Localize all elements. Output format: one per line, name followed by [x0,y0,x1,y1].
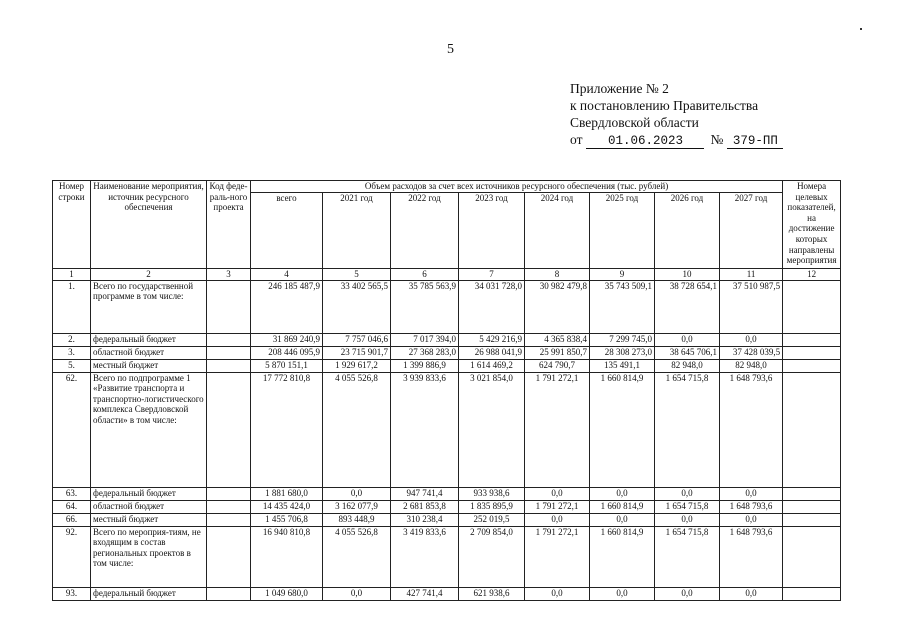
cell-2022: 3 419 833,6 [391,526,459,587]
cell-2021: 4 055 526,8 [323,372,391,487]
cell-2026: 1 654 715,8 [655,500,720,513]
row-name: федеральный бюджет [91,333,207,346]
header-target-indicators: Номера целевых показателей, на достижение которых направлены мероприятия [783,181,841,269]
header-federal-project-code: Код феде-раль-ного проекта [207,181,251,269]
cell-total: 1 881 680,0 [251,487,323,500]
cell-targets [783,526,841,587]
cell-2026: 38 645 706,1 [655,346,720,359]
cell-2027: 0,0 [720,587,783,600]
cell-total: 208 446 095,9 [251,346,323,359]
cell-2025: 1 660 814,9 [590,500,655,513]
cell-2021: 4 055 526,8 [323,526,391,587]
from-label: от [570,132,583,147]
header-2027: 2027 год [720,192,783,268]
cell-2026: 82 948,0 [655,359,720,372]
cell-targets [783,333,841,346]
cell-2024: 4 365 838,4 [525,333,590,346]
appendix-line-3: Свердловской области [570,115,699,130]
cell-targets [783,346,841,359]
cell-2027: 1 648 793,6 [720,526,783,587]
cell-2021: 0,0 [323,587,391,600]
col-num: 12 [783,268,841,280]
number-label: № [710,132,724,147]
cell-total: 31 869 240,9 [251,333,323,346]
cell-2024: 1 791 272,1 [525,526,590,587]
cell-2024: 1 791 272,1 [525,372,590,487]
header-2024: 2024 год [525,192,590,268]
cell-targets [783,372,841,487]
cell-2027: 82 948,0 [720,359,783,372]
cell-2025: 0,0 [590,487,655,500]
cell-2021: 33 402 565,5 [323,280,391,333]
cell-2022: 947 741,4 [391,487,459,500]
cell-2024: 0,0 [525,587,590,600]
cell-2026: 0,0 [655,487,720,500]
row-code [207,526,251,587]
row-number: 3. [53,346,91,359]
row-name: местный бюджет [91,359,207,372]
cell-2021: 3 162 077,9 [323,500,391,513]
cell-2024: 0,0 [525,487,590,500]
cell-2022: 3 939 833,6 [391,372,459,487]
row-number: 62. [53,372,91,487]
row-code [207,587,251,600]
row-number: 66. [53,513,91,526]
table-row [53,587,841,600]
row-name: областной бюджет [91,346,207,359]
row-number: 1. [53,280,91,333]
cell-2024: 30 982 479,8 [525,280,590,333]
header-2026: 2026 год [655,192,720,268]
row-code [207,333,251,346]
cell-2021: 23 715 901,7 [323,346,391,359]
header-2022: 2022 год [391,192,459,268]
cell-2022: 310 238,4 [391,513,459,526]
cell-2026: 0,0 [655,333,720,346]
cell-2027: 1 648 793,6 [720,372,783,487]
header-row-1 [53,181,841,193]
cell-2025: 35 743 509,1 [590,280,655,333]
cell-2027: 37 510 987,5 [720,280,783,333]
col-num: 4 [251,268,323,280]
row-code [207,280,251,333]
appendix-line-2: к постановлению Правительства [570,98,759,113]
cell-2022: 35 785 563,9 [391,280,459,333]
row-number: 64. [53,500,91,513]
header-2025: 2025 год [590,192,655,268]
cell-2024: 0,0 [525,513,590,526]
cell-2027: 0,0 [720,487,783,500]
table-row [53,346,841,359]
cell-targets [783,487,841,500]
scan-speck [860,28,862,30]
decree-number: 379-ПП [727,134,783,149]
cell-2023: 933 938,6 [459,487,525,500]
appendix-title: Приложение № 2 [570,81,669,96]
cell-2025: 28 308 273,0 [590,346,655,359]
cell-2023: 3 021 854,0 [459,372,525,487]
cell-targets [783,500,841,513]
cell-total: 14 435 424,0 [251,500,323,513]
cell-2023: 2 709 854,0 [459,526,525,587]
cell-2021: 893 448,9 [323,513,391,526]
col-num: 6 [391,268,459,280]
cell-2026: 38 728 654,1 [655,280,720,333]
page-number: 5 [447,42,454,57]
header-volume: Объем расходов за счет всех источников ресурсного обеспечения (тыс. рублей) [251,181,783,193]
cell-2026: 1 654 715,8 [655,526,720,587]
header-2021: 2021 год [323,192,391,268]
cell-2023: 26 988 041,9 [459,346,525,359]
row-name: Всего по государственной программе в том числе: [91,280,207,333]
appendix-block [570,80,783,149]
cell-2021: 7 757 046,6 [323,333,391,346]
budget-table [52,180,841,601]
col-num: 7 [459,268,525,280]
cell-2025: 0,0 [590,587,655,600]
header-total: всего [251,192,323,268]
cell-targets [783,587,841,600]
cell-total: 16 940 810,8 [251,526,323,587]
cell-2023: 252 019,5 [459,513,525,526]
table-row [53,526,841,587]
row-code [207,359,251,372]
row-name: Всего по подпрограмме 1 «Развитие транспорта и транспортно-логистического комплекса Свердловской области» в том числе: [91,372,207,487]
cell-2025: 7 299 745,0 [590,333,655,346]
cell-2027: 0,0 [720,333,783,346]
row-number: 5. [53,359,91,372]
cell-total: 17 772 810,8 [251,372,323,487]
cell-2021: 0,0 [323,487,391,500]
cell-targets [783,280,841,333]
cell-2022: 427 741,4 [391,587,459,600]
cell-2022: 27 368 283,0 [391,346,459,359]
header-row-number: Номер строки [53,181,91,269]
col-num: 3 [207,268,251,280]
row-name: Всего по мероприя-тиям, не входящим в состав региональных проектов в том числе: [91,526,207,587]
cell-2024: 624 790,7 [525,359,590,372]
cell-total: 5 870 151,1 [251,359,323,372]
cell-2022: 2 681 853,8 [391,500,459,513]
table-row [53,333,841,346]
row-code [207,513,251,526]
table-row [53,500,841,513]
cell-2023: 5 429 216,9 [459,333,525,346]
cell-2026: 0,0 [655,513,720,526]
cell-2026: 1 654 715,8 [655,372,720,487]
row-number: 2. [53,333,91,346]
row-code [207,500,251,513]
cell-2024: 1 791 272,1 [525,500,590,513]
col-num: 1 [53,268,91,280]
row-code [207,346,251,359]
row-code [207,372,251,487]
col-num: 11 [720,268,783,280]
cell-2023: 621 938,6 [459,587,525,600]
col-num: 10 [655,268,720,280]
table-row [53,487,841,500]
cell-2023: 1 835 895,9 [459,500,525,513]
decree-date: 01.06.2023 [586,134,704,149]
row-name: федеральный бюджет [91,487,207,500]
row-name: областной бюджет [91,500,207,513]
row-number: 63. [53,487,91,500]
table-row [53,359,841,372]
col-num: 5 [323,268,391,280]
row-number: 93. [53,587,91,600]
header-name: Наименование мероприятия, источник ресурсного обеспечения [91,181,207,269]
appendix-date-row [570,131,783,149]
row-name: федеральный бюджет [91,587,207,600]
cell-2027: 1 648 793,6 [720,500,783,513]
header-2023: 2023 год [459,192,525,268]
cell-total: 1 455 706,8 [251,513,323,526]
col-num: 9 [590,268,655,280]
cell-2025: 135 491,1 [590,359,655,372]
cell-2027: 37 428 039,5 [720,346,783,359]
cell-2026: 0,0 [655,587,720,600]
cell-2024: 25 991 850,7 [525,346,590,359]
column-number-row [53,268,841,280]
cell-2027: 0,0 [720,513,783,526]
col-num: 8 [525,268,590,280]
cell-2025: 1 660 814,9 [590,372,655,487]
cell-total: 246 185 487,9 [251,280,323,333]
row-name: местный бюджет [91,513,207,526]
cell-2023: 34 031 728,0 [459,280,525,333]
cell-2025: 0,0 [590,513,655,526]
table-row [53,280,841,333]
cell-2021: 1 929 617,2 [323,359,391,372]
cell-targets [783,513,841,526]
cell-total: 1 049 680,0 [251,587,323,600]
table-row [53,513,841,526]
table-row [53,372,841,487]
row-number: 92. [53,526,91,587]
cell-targets [783,359,841,372]
cell-2025: 1 660 814,9 [590,526,655,587]
cell-2023: 1 614 469,2 [459,359,525,372]
cell-2022: 1 399 886,9 [391,359,459,372]
col-num: 2 [91,268,207,280]
cell-2022: 7 017 394,0 [391,333,459,346]
row-code [207,487,251,500]
